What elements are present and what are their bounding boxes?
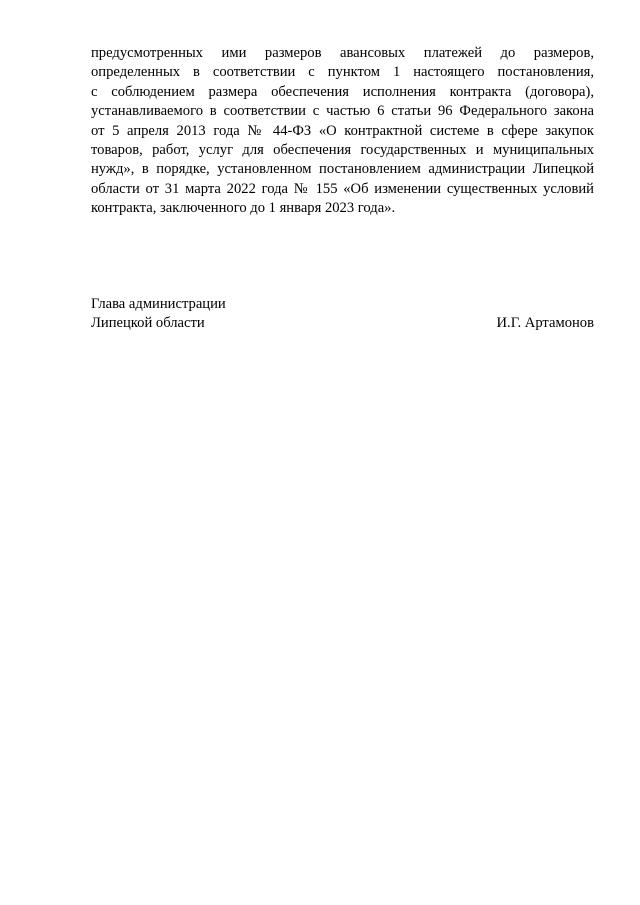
paragraph-line-3: с соблюдением размера обеспечения исполнения контракта (договора), (91, 83, 594, 100)
paragraph-line-9: контракта, заключенного до 1 января 2023 года». (91, 200, 396, 217)
paragraph-line-4: устанавливаемого в соответствии с частью 6 статьи 96 Федерального закона (91, 103, 594, 120)
body-paragraph (91, 44, 594, 219)
signatory-position-line-1: Глава администрации (91, 296, 226, 312)
paragraph-line-2: определенных в соответствии с пунктом 1 настоящего постановления, (91, 64, 594, 81)
signature-block (91, 295, 594, 334)
paragraph-line-8: области от 31 марта 2022 года № 155 «Об изменении существенных условий (91, 180, 594, 197)
signatory-name: И.Г. Артамонов (496, 315, 594, 332)
paragraph-line-6: товаров, работ, услуг для обеспечения государственных и муниципальных (91, 142, 594, 159)
signature-position-row-2 (91, 314, 594, 333)
signatory-position-line-2: Липецкой области (91, 315, 205, 332)
signature-position-row-1 (91, 295, 594, 314)
paragraph-line-1: предусмотренных ими размеров авансовых платежей до размеров, (91, 45, 594, 61)
paragraph-line-7: нужд», в порядке, установленном постановлением администрации Липецкой (91, 161, 594, 178)
paragraph-line-5: от 5 апреля 2013 года № 44-ФЗ «О контрактной системе в сфере закупок (91, 122, 594, 139)
